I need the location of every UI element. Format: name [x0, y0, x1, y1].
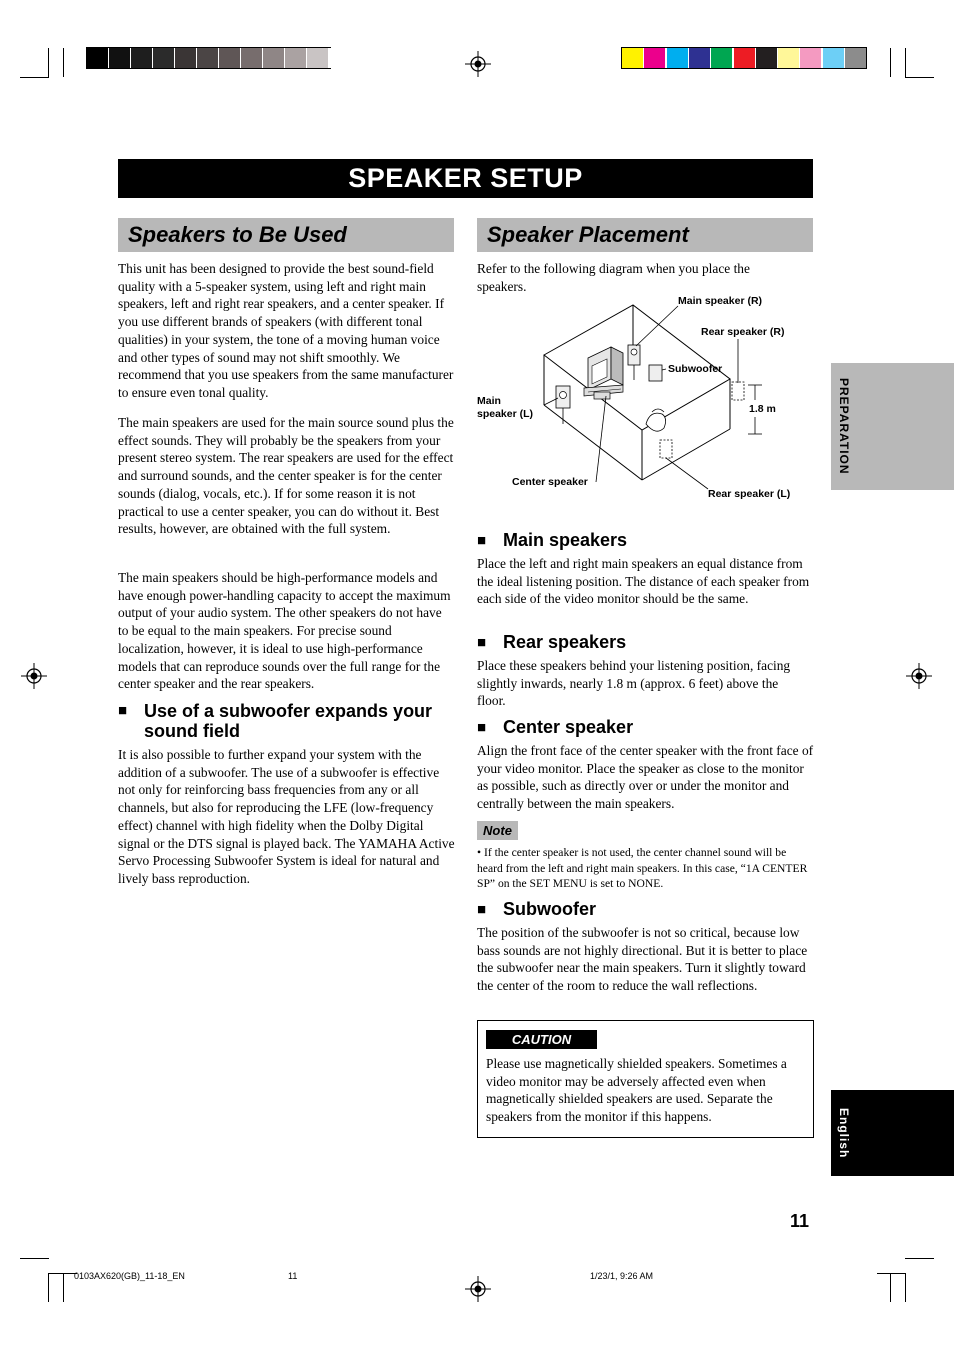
registration-mark-right-icon: [906, 663, 932, 689]
gray-swatch: [109, 48, 130, 68]
rear-speakers-heading: [477, 632, 626, 653]
side-tab-english: [831, 1090, 954, 1176]
color-swatch: [778, 48, 799, 68]
note-text: • If the center speaker is not used, the center channel sound will be heard from the left and right main speakers. In this case, “1A CENTER SP” on the SET MENU is set to NONE.: [477, 846, 808, 890]
square-bullet-icon: ■: [477, 532, 487, 549]
side-tab-english-label: English: [837, 1107, 851, 1159]
main-speakers-heading-text: Main speakers: [503, 530, 628, 550]
page-number: 11: [790, 1211, 810, 1231]
placement-intro: Refer to the following diagram when you place the speakers.: [477, 261, 750, 294]
rear-speaker-r-icon: [732, 382, 744, 400]
gray-swatch: [285, 48, 306, 68]
page-title: SPEAKER SETUP: [118, 159, 813, 198]
section-heading-speaker-placement: Speaker Placement: [477, 218, 813, 252]
color-swatch: [800, 48, 821, 68]
left-paragraph-3: The main speakers should be high-performance models and have enough power-handling capacity to accept the maximum output of your audio system. The other speakers do not have to be equal to the main speakers. For precise sound localization, however, it is ideal to use high-performance models that can reproduce sounds over the full range for the center speaker and the rear speakers.: [118, 570, 451, 692]
rear-speakers-body: Place these speakers behind your listening position, facing slightly inwards, nearly 1.8 m (approx. 6 feet) above the floor.: [477, 658, 791, 709]
color-swatch: [756, 48, 777, 68]
color-swatch: [689, 48, 710, 68]
note-label: Note: [477, 821, 518, 840]
gray-swatch: [219, 48, 240, 68]
footer-file: 0103AX620(GB)_11-18_EN: [74, 1271, 185, 1281]
gray-swatch: [175, 48, 196, 68]
section-heading-speakers-used: Speakers to Be Used: [118, 218, 454, 252]
color-swatch: [622, 48, 643, 68]
left-paragraph-2: The main speakers are used for the main source sound plus the effect sounds. They will probably be the speakers from your present stereo system. The rear speakers are used for the effect and surround sounds, and the center speaker is for the center sounds (dialog, vocals, etc.). If for some reason it is not practical to use a center speaker, you can do without it. Best results, however, are obtained with the full system.: [118, 415, 454, 537]
subwoofer-expands-heading-text: Use of a subwoofer expands your sound field: [144, 701, 433, 741]
square-bullet-icon: ■: [477, 634, 487, 651]
registration-mark-left-icon: [21, 663, 47, 689]
subwoofer-expands-body: It is also possible to further expand your system with the addition of a subwoofer. The use of a subwoofer is effective not only for reinforcing bass frequencies from any or all channels, but also for reproducing the LFE (low-frequency effect) channel with high fidelity when the Dolby Digital signal or the DTS signal is played back. The YAMAHA Active Servo Processing Subwoofer System is ideal for natural and lively bass reproduction.: [118, 747, 455, 886]
main-speaker-r-icon: [628, 345, 640, 380]
listening-chair-icon: [646, 409, 666, 431]
color-swatch: [711, 48, 732, 68]
main-speakers-body: Place the left and right main speakers an equal distance from the ideal listening position. The distance of each speaker from each side of the video monitor should be the same.: [477, 556, 810, 607]
subwoofer-expands-heading: [118, 701, 463, 741]
speaker-placement-diagram: [476, 292, 816, 510]
footer-page: 11: [288, 1271, 298, 1281]
side-tab-preparation-label: PREPARATION: [837, 378, 851, 475]
gray-swatch: [153, 48, 174, 68]
center-speaker-icon: [594, 392, 610, 399]
label-main-speaker-l-line1: Main: [477, 395, 501, 407]
gray-swatch: [87, 48, 108, 68]
square-bullet-icon: ■: [477, 901, 487, 918]
subwoofer-icon: [649, 365, 662, 381]
label-height: 1.8 m: [749, 403, 776, 415]
video-monitor-icon: [584, 347, 623, 396]
caution-text: Please use magnetically shielded speakers. Sometimes a video monitor may be adversely affected even when magnetically shielded speakers are used. Separate the speakers from the monitor if this happens.: [486, 1056, 787, 1125]
rear-speakers-heading-text: Rear speakers: [503, 632, 627, 652]
color-swatch: [644, 48, 665, 68]
subwoofer-body: The position of the subwoofer is not so critical, because low bass sounds are not highly directional. But it is better to place the subwoofer near the main speakers. Turn it slightly toward the center of the room to reduce the wall reflections.: [477, 925, 808, 994]
left-paragraph-1: This unit has been designed to provide the best sound-field quality with a 5-speaker system, using left and right main speakers, left and right rear speakers, and a center speaker. If you use different brands of speakers (with different tonal qualities) in your system, the tone of a moving human voice and other types of sound may not shift smoothly. We recommend that you use speakers from the same manufacturer to ensure even tonal quality.: [118, 261, 454, 400]
label-rear-speaker-l: Rear speaker (L): [708, 488, 791, 500]
main-speakers-heading: [477, 530, 627, 551]
gray-swatch: [329, 48, 350, 68]
center-speaker-heading: [477, 717, 633, 738]
color-swatch: [823, 48, 844, 68]
label-main-speaker-l-line2: speaker (L): [477, 408, 534, 420]
label-rear-speaker-r: Rear speaker (R): [701, 326, 785, 338]
registration-mark-top-icon: [465, 51, 491, 77]
caution-label: CAUTION: [486, 1030, 597, 1049]
center-speaker-heading-text: Center speaker: [503, 717, 634, 737]
gray-swatch: [131, 48, 152, 68]
registration-mark-bottom-icon: [465, 1276, 491, 1302]
center-speaker-body: Align the front face of the center speaker with the front face of your video monitor. Place the speaker as close to the monitor as possible, such as directly over or under the monitor and centrally between the main speakers.: [477, 743, 814, 812]
side-tab-preparation: [831, 363, 954, 490]
label-subwoofer: Subwoofer: [668, 363, 723, 375]
gray-swatch: [263, 48, 284, 68]
subwoofer-heading: [477, 899, 596, 920]
label-main-speaker-r: Main speaker (R): [678, 295, 763, 307]
footer-datetime: 1/23/1, 9:26 AM: [590, 1271, 654, 1281]
color-swatch: [667, 48, 688, 68]
color-swatch: [845, 48, 866, 68]
label-center-speaker: Center speaker: [512, 476, 588, 488]
gray-swatch: [241, 48, 262, 68]
main-speaker-l-icon: [556, 386, 570, 424]
square-bullet-icon: ■: [477, 719, 487, 736]
subwoofer-heading-text: Subwoofer: [503, 899, 596, 919]
gray-swatch: [197, 48, 218, 68]
gray-swatch: [307, 48, 328, 68]
color-swatch: [734, 48, 755, 68]
rear-speaker-l-icon: [660, 440, 672, 458]
square-bullet-icon: ■: [118, 702, 128, 719]
